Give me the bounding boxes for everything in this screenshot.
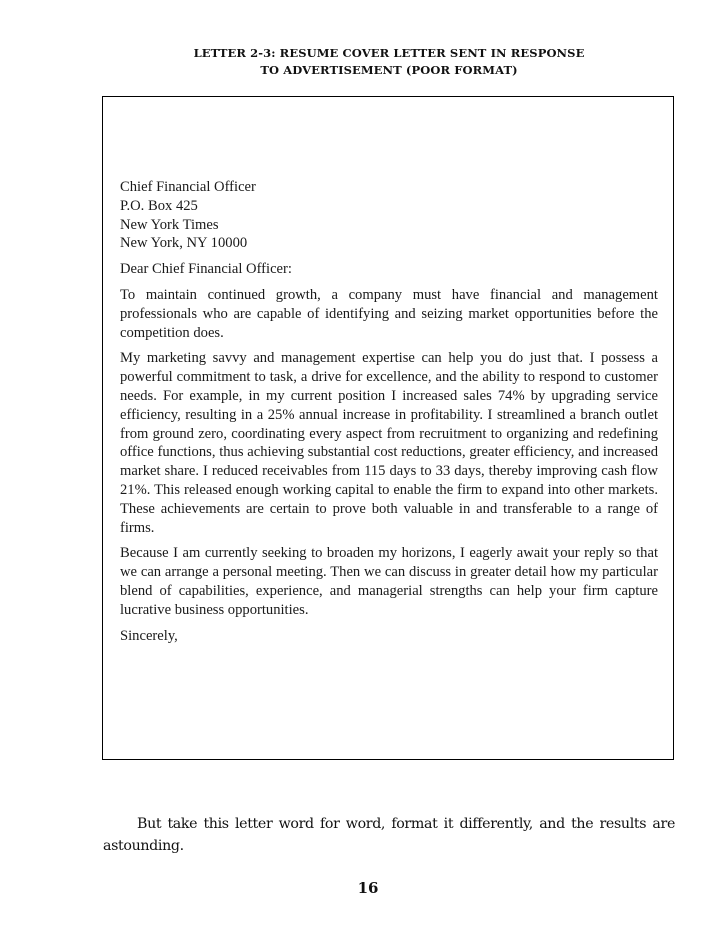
- address-line: P.O. Box 425: [120, 197, 198, 214]
- letter-paragraph: To maintain continued growth, a company must have financial and management professionals who are capable of identifying and seizing market opportunities before the competition does.: [120, 286, 658, 341]
- caption-line-1: LETTER 2-3: RESUME COVER LETTER SENT IN RESPONSE: [193, 46, 585, 60]
- salutation: Dear Chief Financial Officer:: [120, 261, 292, 278]
- recipient-address: [120, 178, 658, 253]
- letter-paragraph: Because I am currently seeking to broaden my horizons, I eagerly await your reply so that we can arrange a personal meeting. Then we can discuss in greater detail how my particular blend of capabilities, experience, and managerial strengths can help your firm capture lucrative business opportunities.: [120, 545, 658, 618]
- body-paragraph: But take this letter word for word, format it differently, and the results are astounding.: [103, 816, 675, 854]
- page-number: 16: [357, 879, 379, 897]
- address-line: New York Times: [120, 216, 219, 233]
- caption-line-2: TO ADVERTISEMENT (POOR FORMAT): [260, 63, 518, 77]
- address-line: Chief Financial Officer: [120, 179, 256, 195]
- figure-caption: [0, 45, 728, 79]
- address-line: New York, NY 10000: [120, 235, 248, 252]
- closing: Sincerely,: [120, 627, 178, 644]
- letter-paragraph: My marketing savvy and management expertise can help you do just that. I possess a powerful commitment to task, a drive for excellence, and the ability to respond to customer needs. For example, in my current position I increased sales 74% by upgrading service efficiency, resulting in a 25% annual increase in profitability. I streamlined a branch outlet from ground zero, coordinating every aspect from recruitment to organizing and redefining office functions, thus achieving substantial cost reductions, greater efficiency, and increased market share. I reduced receivables from 115 days to 33 days, thereby improving cash flow 21%. This released enough working capital to enable the firm to expand into other markets. These achievements are certain to prove both valuable in and transferable to a range of firms.: [120, 350, 658, 536]
- sample-letter: [120, 178, 658, 645]
